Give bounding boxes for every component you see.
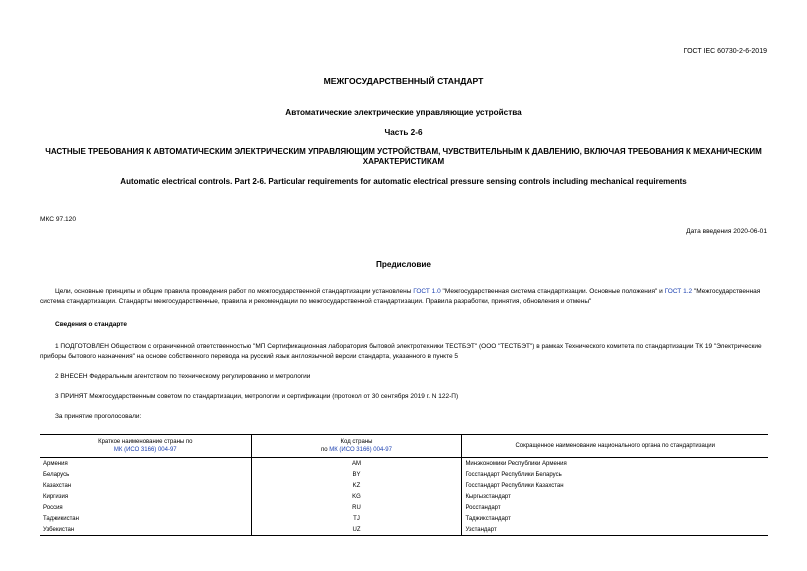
country-name-cell: Беларусь	[43, 471, 70, 478]
gost-1-0-link[interactable]: ГОСТ 1.0	[413, 288, 441, 295]
prepared-by-paragraph: 1 ПОДГОТОВЛЕН Обществом с ограниченной ответственностью "МП Сертификационная лаборатория бытовой электротехники ТЕСТБЭТ" (ООО "ТЕСТБЭТ") в рамках Технического комитета по стандартизации ТК 19 "Электрические приборы бытового назначения" на основе собственного перевода на русский язык англоязычной версии стандарта, указанного в пункте 5	[40, 343, 762, 360]
header-text: Код страны	[340, 439, 373, 445]
national-body-cell: Госстандарт Республики Беларусь	[462, 469, 768, 480]
country-name-cell: Казахстан	[43, 482, 72, 489]
mk-iso-3166-link[interactable]: МК (ИСО 3166) 004-97	[113, 447, 177, 453]
introduction-date: Дата введения 2020-06-01	[686, 228, 767, 235]
country-name-cell: Таджикистан	[43, 515, 79, 522]
document-title: Автоматические электрические управляющие устройства	[285, 108, 522, 117]
part-number: Часть 2-6	[384, 128, 423, 137]
gost-1-2-link[interactable]: ГОСТ 1.2	[664, 288, 693, 295]
caps-title: ЧАСТНЫЕ ТРЕБОВАНИЯ К АВТОМАТИЧЕСКИМ ЭЛЕКТРИЧЕСКИМ УПРАВЛЯЮЩИМ УСТРОЙСТВАМ, ЧУВСТВИТЕЛЬНЫМ К ДАВЛЕНИЮ, ВКЛЮЧАЯ ТРЕБОВАНИЯ К МЕХАНИЧЕСКИМ ХАРАКТЕРИСТИКАМ	[45, 147, 762, 166]
table-row	[40, 502, 768, 513]
about-standard-heading: Сведения о стандарте	[55, 321, 128, 328]
mks-code: МКС 97.120	[40, 216, 77, 223]
country-code-cell: TJ	[251, 513, 462, 524]
preface-heading: Предисловие	[376, 260, 431, 269]
header-text: Краткое наименование страны по	[98, 439, 193, 445]
table-row	[40, 469, 768, 480]
table-row	[40, 491, 768, 502]
country-code-cell: KG	[251, 491, 462, 502]
preface-text: "Межгосударственная система стандартизации. Основные положения" и	[440, 288, 665, 295]
preface-paragraph-1	[40, 287, 768, 307]
national-body-cell: Росстандарт	[462, 502, 768, 513]
mk-iso-3166-link[interactable]: МК (ИСО 3166) 004-97	[329, 447, 392, 453]
preface-text: "Межгосударственная система стандартизации. Стандарты межгосударственные, правила и рекомендации по межгосударственной стандартизации. Правила разработки, принятия, обновления и отмены"	[40, 288, 761, 305]
header-national-body: Сокращенное наименование национального органа по стандартизации	[462, 435, 768, 458]
country-name-cell: Армения	[43, 460, 68, 467]
national-body-cell: Госстандарт Республики Казахстан	[462, 480, 768, 491]
voting-countries-table	[40, 434, 768, 536]
country-name-cell: Россия	[43, 504, 63, 511]
gost-reference: ГОСТ IEC 60730-2-6-2019	[683, 48, 767, 55]
national-body-cell: Кыргызстандарт	[462, 491, 768, 502]
table-row	[40, 513, 768, 524]
national-body-cell: Узстандарт	[462, 524, 768, 536]
country-code-cell: KZ	[251, 480, 462, 491]
country-code-cell: UZ	[251, 524, 462, 536]
header-text: по	[321, 447, 330, 453]
country-name-cell: Узбекистан	[40, 524, 251, 536]
national-body-cell: Минэкономики Республики Армения	[462, 458, 768, 470]
voted-for-paragraph: За принятие проголосовали:	[55, 413, 142, 420]
preface-text: Цели, основные принципы и общие правила проведения работ по межгосударственной стандартизации установлены	[55, 288, 414, 295]
introduced-by-paragraph: 2 ВНЕСЕН Федеральным агентством по техническому регулированию и метрологии	[55, 373, 311, 380]
adopted-by-paragraph: 3 ПРИНЯТ Межгосударственным советом по стандартизации, метрологии и сертификации (протокол от 30 сентября 2019 г. N 122-П)	[55, 393, 459, 400]
national-body-cell: Таджикстандарт	[462, 513, 768, 524]
table-row	[40, 524, 768, 536]
country-code-cell: RU	[251, 502, 462, 513]
country-code-cell: BY	[251, 469, 462, 480]
table-row	[40, 480, 768, 491]
header-country-name	[40, 435, 251, 458]
standard-title: МЕЖГОСУДАРСТВЕННЫЙ СТАНДАРТ	[323, 76, 484, 86]
table-row	[40, 458, 768, 470]
english-title: Automatic electrical controls. Part 2-6. Particular requirements for automatic electrical pressure sensing controls including mechanical requirements	[120, 177, 687, 186]
header-country-code	[251, 435, 462, 458]
table-header-row	[40, 435, 768, 458]
country-code-cell: AM	[251, 458, 462, 470]
country-name-cell: Киргизия	[43, 493, 69, 500]
